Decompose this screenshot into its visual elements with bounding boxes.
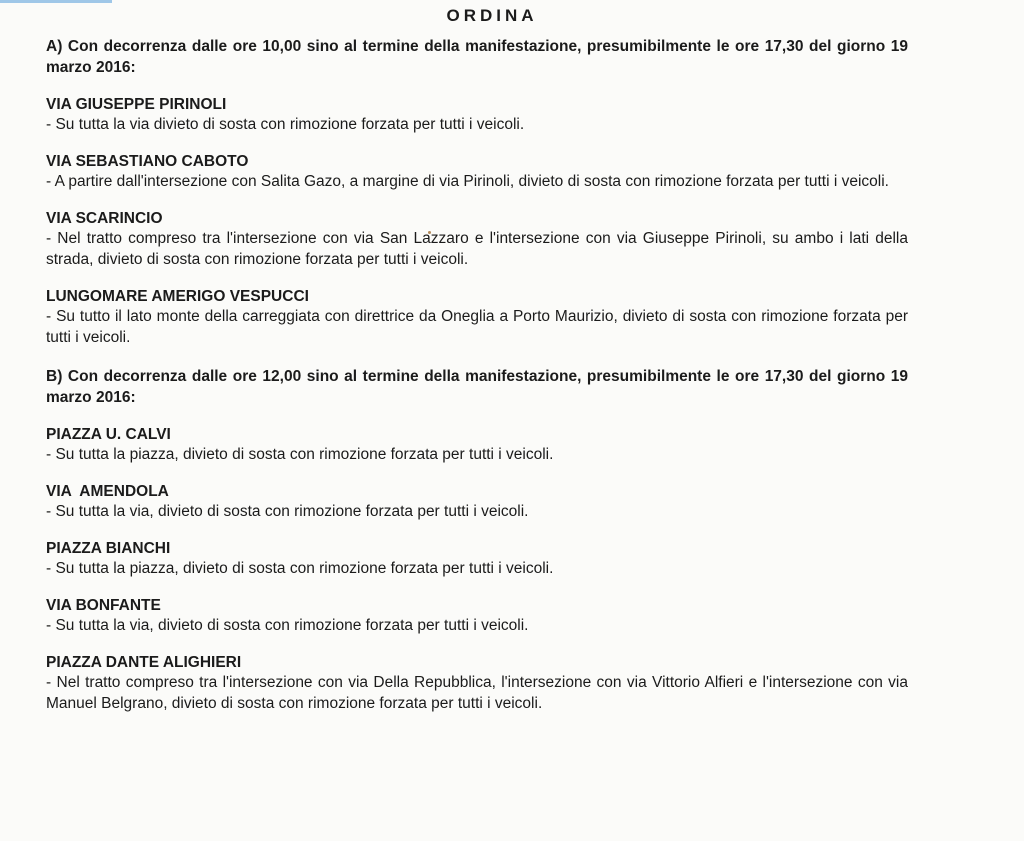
- entry-via-sebastiano-caboto: [46, 152, 908, 192]
- section-a: [46, 36, 908, 348]
- entry-text: - Su tutta la piazza, divieto di sosta con rimozione forzata per tutti i veicoli.: [46, 446, 554, 463]
- document-page: [46, 0, 908, 714]
- entry-text: - Su tutta la piazza, divieto di sosta con rimozione forzata per tutti i veicoli.: [46, 560, 554, 577]
- entry-via-scarincio: [46, 209, 908, 270]
- entry-text: - Nel tratto compreso tra l'intersezione con via Della Repubblica, l'intersezione con via Vittorio Alfieri e l'intersezione con via Manuel Belgrano, divieto di sosta con rimozione forzata per tutti i veicoli.: [46, 674, 908, 712]
- section-a-intro: A) Con decorrenza dalle ore 10,00 sino al termine della manifestazione, presumibilmente le ore 17,30 del giorno 19 marzo 2016:: [46, 38, 908, 76]
- entry-text: - Su tutto il lato monte della carreggiata con direttrice da Oneglia a Porto Maurizio, divieto di sosta con rimozione forzata per tutti i veicoli.: [46, 308, 908, 346]
- entry-name: PIAZZA U. CALVI: [46, 426, 171, 443]
- entry-name: PIAZZA DANTE ALIGHIERI: [46, 654, 242, 671]
- entry-name: VIA GIUSEPPE PIRINOLI: [46, 96, 227, 113]
- entry-text: - Su tutta la via, divieto di sosta con rimozione forzata per tutti i veicoli.: [46, 617, 529, 634]
- entry-via-amendola: [46, 482, 908, 522]
- entry-text: - Nel tratto compreso tra l'intersezione con via San Lazzaro e l'intersezione con via Giuseppe Pirinoli, su ambo i lati della strada, divieto di sosta con rimozione forzata per tutti i veicoli.: [46, 230, 908, 268]
- entry-piazza-bianchi: [46, 539, 908, 579]
- entry-name: VIA BONFANTE: [46, 597, 161, 614]
- entry-piazza-dante-alighieri: [46, 653, 908, 714]
- entry-via-bonfante: [46, 596, 908, 636]
- entry-name: VIA AMENDOLA: [46, 483, 169, 500]
- document-title: ORDINA: [446, 6, 538, 25]
- entry-lungomare-amerigo-vespucci: [46, 287, 908, 348]
- entry-via-giuseppe-pirinoli: [46, 95, 908, 135]
- entry-name: VIA SEBASTIANO CABOTO: [46, 153, 249, 170]
- entry-text: - A partire dall'intersezione con Salita Gazo, a margine di via Pirinoli, divieto di sosta con rimozione forzata per tutti i veicoli.: [46, 173, 889, 190]
- section-b: [46, 366, 908, 714]
- entry-text: - Su tutta la via divieto di sosta con rimozione forzata per tutti i veicoli.: [46, 116, 525, 133]
- entry-text: - Su tutta la via, divieto di sosta con rimozione forzata per tutti i veicoli.: [46, 503, 529, 520]
- entry-name: LUNGOMARE AMERIGO VESPUCCI: [46, 288, 309, 305]
- entry-piazza-u-calvi: [46, 425, 908, 465]
- entry-name: VIA SCARINCIO: [46, 210, 163, 227]
- section-b-intro: B) Con decorrenza dalle ore 12,00 sino al termine della manifestazione, presumibilmente le ore 17,30 del giorno 19 marzo 2016:: [46, 368, 908, 406]
- entry-name: PIAZZA BIANCHI: [46, 540, 171, 557]
